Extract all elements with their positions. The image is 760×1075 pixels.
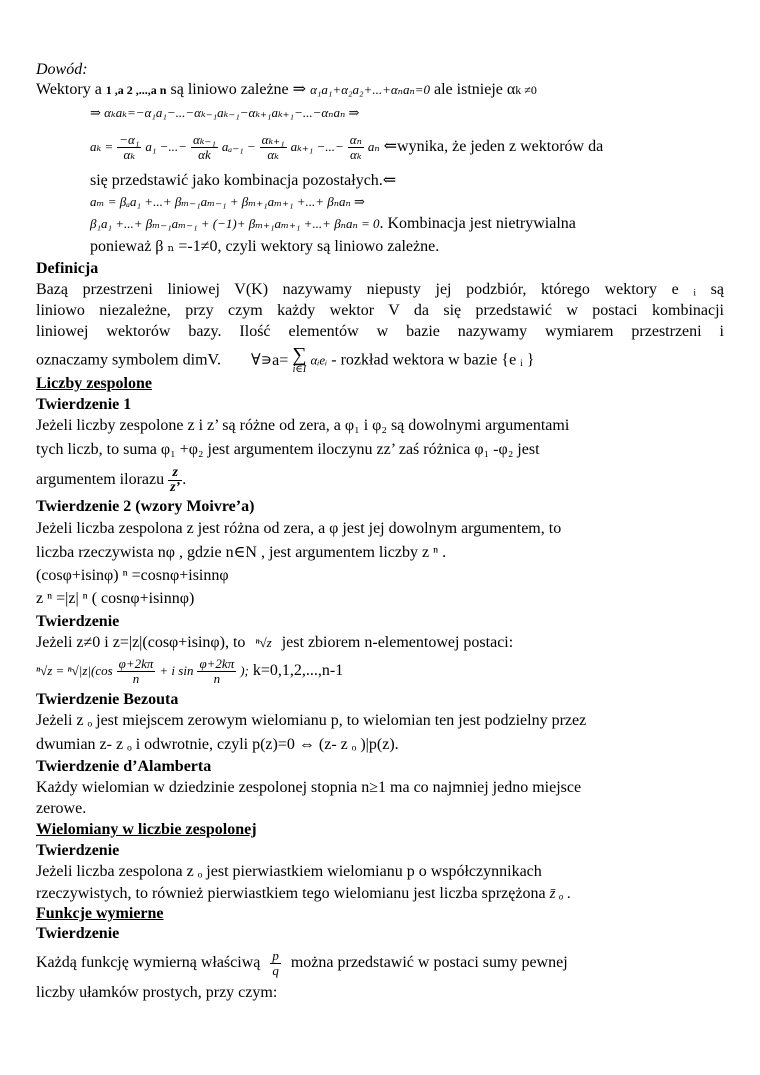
theorem-line: Jeżeli z≠0 i z=|z|(cosφ+isinφ), to ⁿ√z jest zbiorem n-elementowej postaci: [36, 634, 514, 651]
proof-text: się przedstawić jako kombinacja pozostałych.⇐ [90, 172, 397, 189]
heading-wielomiany: Wielomiany w liczbie zespolonej [36, 821, 257, 838]
fraction: $\frac{\varphi+2k\pi}{n}$ [118, 655, 154, 686]
heading-twierdzenie-1: Twierdzenie 1 [36, 396, 132, 413]
proof-line-1: Wektory a 1 ,a 2 ,...,a n są liniowo zależne ⇒ α₁a₁+α₂a₂+...+αₙaₙ=0 ale istnieje αk ≠0 [36, 81, 537, 98]
theorem-line: liczby ułamków prostych, przy czym: [36, 984, 278, 1001]
definition-line: liniowej wektorów bazy. Ilość elementów w bazie nazywamy wymiarem przestrzeni i [36, 323, 724, 340]
theorem-line: zerowe. [36, 800, 87, 817]
theorem-line: rzeczywistych, to również pierwiastkiem tego wielomianu jest liczba sprzężona z̄ ₒ . [36, 885, 571, 902]
heading-twierdzenie: Twierdzenie [36, 842, 120, 859]
theorem-line: Jeżeli liczba zespolona z ₒ jest pierwiastkiem wielomianu p o współczynnikach [36, 863, 542, 880]
formula-line: (cosφ+isinφ) ⁿ =cosnφ+isinnφ [36, 567, 229, 584]
definition-line: oznaczamy symbolem dimV. ∀∍a= ∑ i∈I αᵢeᵢ - rozkład wektora w bazie {e ᵢ } [36, 344, 535, 375]
fraction: $\frac{\text{αₖ₋₁}}{\alpha k}$ [192, 131, 216, 162]
heading-twierdzenie: Twierdzenie [36, 925, 120, 942]
proof-equation-2: aₖ = $\frac{\text{−α₁}}{\text{αₖ}}$ a₁ −...− $\frac{\text{αₖ₋₁}}{\alpha k}$ aₐ₋₁ − $\frac{\text{αₖ₊₁}}{\text{αₖ}}$ aₖ₊₁ −...− $\frac{\text{αₙ}}{\text{αₖ}}$ aₙ ⇐wynika, że jeden z wektorów da [90, 131, 604, 162]
heading-bezout: Twierdzenie Bezouta [36, 691, 179, 708]
proof-equation-3: aₘ = βₐa₁ +...+ βₘ₋₁aₘ₋₁ + βₘ₊₁aₘ₊₁ +...+ βₙaₙ ⇒ [90, 194, 365, 209]
theorem-line: Każdą funkcję wymierną właściwą $\frac{p}{q}$ można przedstawić w postaci sumy pewnej [36, 947, 568, 978]
definition-line: liniowo niezależne, przy czym każdy wektor V da się przedstawić w postaci kombinacji [36, 302, 724, 319]
fraction: $\frac{\text{−α₁}}{\text{αₖ}}$ [119, 131, 140, 162]
theorem-line: argumentem ilorazu $\frac{z}{z’}$ . [36, 464, 187, 495]
theorem-line: Każdy wielomian w dziedzinie zespolonej stopnia n≥1 ma co najmniej jedno miejsce [36, 779, 582, 796]
formula-line: z ⁿ =|z| ⁿ ( cosnφ+isinnφ) [36, 590, 195, 607]
theorem-line: dwumian z- z ₒ i odwrotnie, czyli p(z)=0 ⇔ (z- z ₒ )|p(z). [36, 736, 399, 753]
theorem-line: tych liczb, to suma φ₁ +φ₂ jest argumentem iloczynu zz’ zaś różnica φ₁ -φ₂ jest [36, 441, 540, 458]
definition-line: Bazą przestrzeni liniowej V(K) nazywamy niepusty jej podzbiór, którego wektory e ᵢ są [36, 281, 724, 298]
theorem-line: Jeżeli z ₒ jest miejscem zerowym wielomianu p, to wielomian ten jest podzielny przez [36, 712, 587, 729]
theorem-line: Jeżeli liczby zespolone z i z’ są różne od zera, a φ₁ i φ₂ są dowolnymi argumentami [36, 417, 570, 434]
theorem-line: Jeżeli liczba zespolona z jest różna od zera, a φ jest jej dowolnym argumentem, to [36, 520, 562, 537]
fraction: $\frac{p}{q}$ [272, 947, 279, 978]
heading-liczby-zespolone: Liczby zespolone [36, 375, 152, 392]
heading-funkcje-wymierne: Funkcje wymierne [36, 905, 164, 922]
heading-dalembert: Twierdzenie d’Alamberta [36, 758, 212, 775]
heading-twierdzenie: Twierdzenie [36, 613, 120, 630]
proof-equation-4: β₁a₁ +...+ βₘ₋₁aₘ₋₁ + (−1)+ βₘ₊₁aₘ₊₁ +...+ βₙaₙ = 0. Kombinacja jest nietrywialna [90, 215, 576, 232]
fraction: $\frac{\text{αₖ₊₁}}{\text{αₖ}}$ [261, 131, 285, 162]
proof-equation-1: ⇒ αₖaₖ=−α₁a₁−...−αₖ₋₁aₖ₋₁−αₖ₊₁aₖ₊₁−...−αₙaₙ ⇒ [90, 105, 360, 120]
proof-conclusion: ponieważ β ₙ =-1≠0, czyli wektory są liniowo zależne. [90, 238, 440, 255]
heading-twierdzenie-2: Twierdzenie 2 (wzory Moivre’a) [36, 498, 255, 515]
math-sum-zero: α₁a₁+α₂a₂+...+αₙaₙ=0 [310, 82, 430, 97]
fraction: $\frac{\text{αₙ}}{\text{αₖ}}$ [349, 131, 362, 162]
heading-definicja: Definicja [36, 260, 99, 277]
root-formula: ⁿ√z = ⁿ√|z|(cos $\frac{\varphi+2k\pi}{n}$ + i sin $\frac{\varphi+2k\pi}{n}$ ); k=0,1,2,...,n-1 [36, 655, 344, 686]
theorem-line: liczba rzeczywista nφ , gdzie n∈N , jest argumentem liczby z ⁿ . [36, 544, 447, 561]
proof-label: Dowód: [36, 61, 88, 78]
fraction: $\frac{z}{z’}$ [170, 464, 181, 495]
fraction: $\frac{\varphi+2k\pi}{n}$ [199, 655, 235, 686]
